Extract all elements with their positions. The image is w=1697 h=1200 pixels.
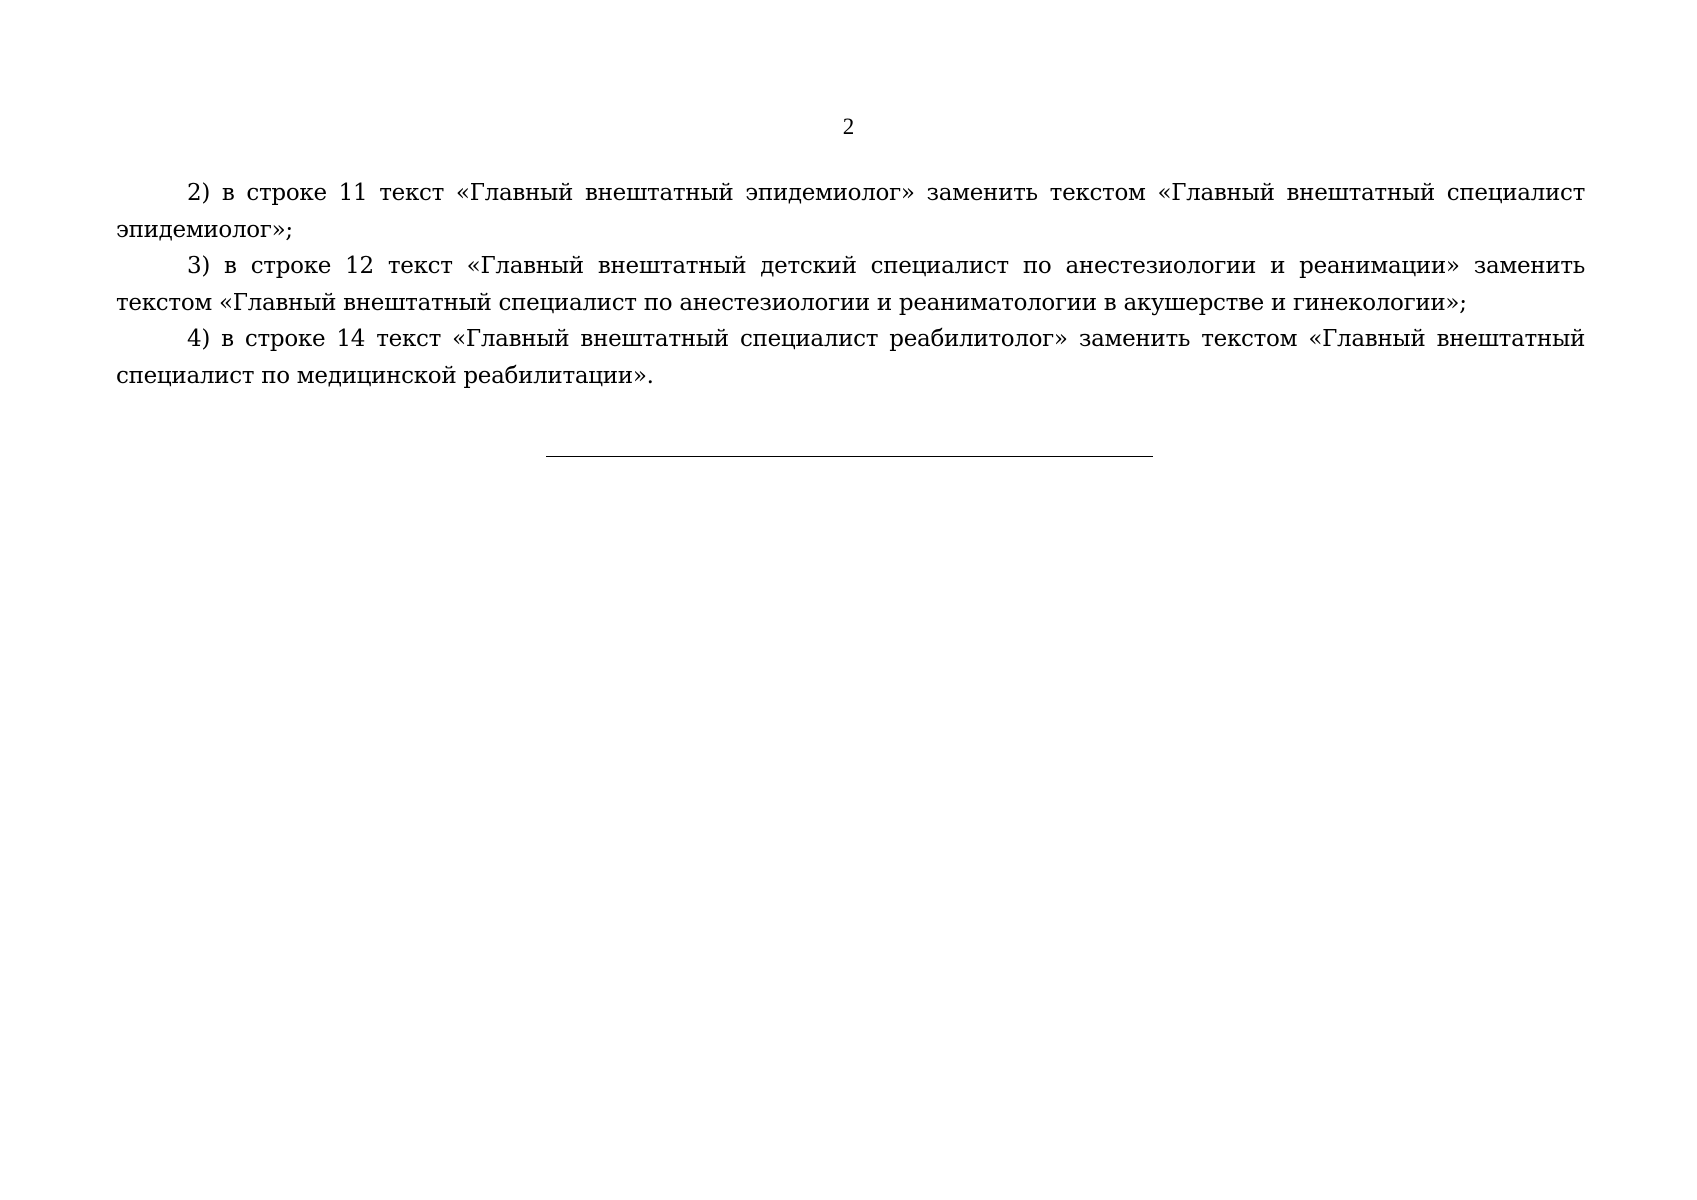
page-number: 2 [842,114,855,139]
list-item: 2) в строке 11 текст «Главный внештатный эпидемиолог» заменить текстом «Главный внештатный специалист эпидемиолог»; [116,180,1585,243]
end-divider [546,456,1153,457]
list-item: 4) в строке 14 текст «Главный внештатный специалист реабилитолог» заменить текстом «Главный внештатный специалист по медицинской реабилитации». [116,326,1585,389]
document-body [116,175,1585,394]
list-item: 3) в строке 12 текст «Главный внештатный детский специалист по анестезиологии и реанимации» заменить текстом «Главный внештатный специалист по анестезиологии и реаниматологии в акушерстве и гинекологии»; [116,253,1585,316]
